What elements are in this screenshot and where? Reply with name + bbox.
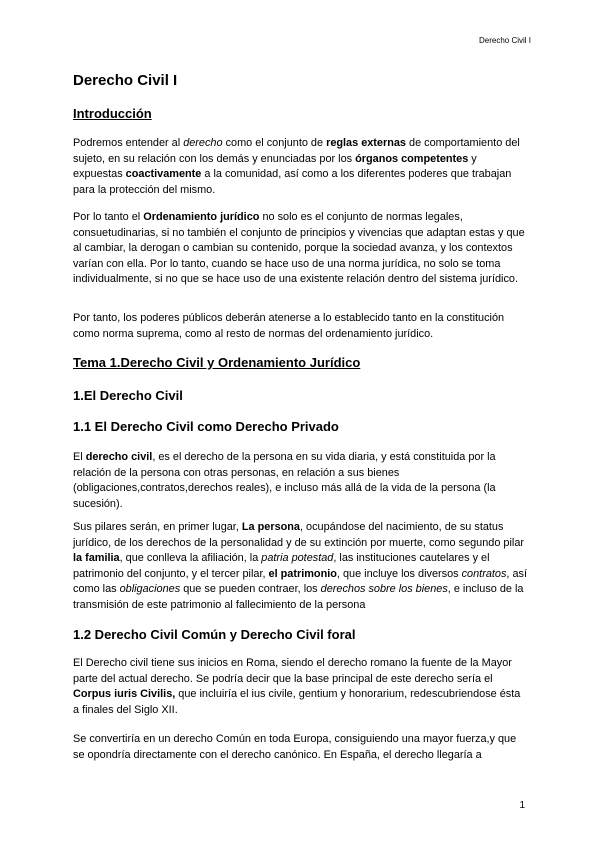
section-heading-1: 1.El Derecho Civil	[73, 388, 183, 403]
paragraph-pilares: Sus pilares serán, en primer lugar, La persona, ocupándose del nacimiento, de su status jurídico, de los derechos de la personalidad y de su extinción por muerte, como segundo pilar la familia, que conlleva la afiliación, la patria potestad, las instituciones cautelares y el patrimonio del conjunto, y el tercer pilar, el patrimonio, que incluye los diversos contratos, así como las obligaciones que se pueden contraer, los derechos sobre los bienes, e incluso de la transmisión de este patrimonio al fallecimiento de la persona	[73, 521, 527, 611]
tema-heading: Tema 1.Derecho Civil y Ordenamiento Jurídico	[73, 355, 361, 370]
paragraph-derecho-civil: El derecho civil, es el derecho de la persona en su vida diaria, y está constituida por la relación de la persona con otras personas, en relación a sus bienes (obligaciones,contratos,derechos reales), e incluso más allá de la vida de la persona (la sucesión).	[73, 451, 496, 510]
paragraph-intro-2: Por lo tanto el Ordenamiento jurídico no solo es el conjunto de normas legales, consuetudinarias, si no también el conjunto de principios y vivencias que adaptan estas y que al cambiar, la derogan o cambian su contenido, porque la sociedad avanza, y los contextos varían con ella. Por lo tanto, cuando se hace uso de una norma jurídica, no solo se toma individualmente, si no que se hace uso de una existente relación dentro del sistema jurídico.	[73, 211, 525, 285]
paragraph-derecho-comun: Se convertiría en un derecho Común en toda Europa, consiguiendo una mayor fuerza,y que se opondría directamente con el derecho canónico. En España, el derecho llegaría a	[73, 733, 517, 761]
intro-heading: Introducción	[73, 106, 152, 121]
section-heading-1-2: 1.2 Derecho Civil Común y Derecho Civil foral	[73, 627, 356, 642]
page-number: 1	[519, 800, 525, 811]
paragraph-intro-1: Podremos entender al derecho como el conjunto de reglas externas de comportamiento del sujeto, en su relación con los demás y enunciadas por los órganos competentes y expuestas coactivamente a la comunidad, así como a los diferentes poderes que trabajan para la protección del mismo.	[73, 137, 520, 196]
paragraph-origenes: El Derecho civil tiene sus inicios en Roma, siendo el derecho romano la fuente de la Mayor parte del actual derecho. Se podría decir que la base principal de este derecho sería el Corpus iuris Civilis, que incluiría el ius civile, gentium y honorarium, redescubriendose ésta a finales del Siglo XII.	[73, 657, 521, 716]
section-heading-1-1: 1.1 El Derecho Civil como Derecho Privado	[73, 419, 339, 434]
document-title: Derecho Civil I	[73, 72, 178, 89]
paragraph-intro-3: Por tanto, los poderes públicos deberán atenerse a lo establecido tanto en la constitución como norma suprema, como al resto de normas del ordenamiento jurídico.	[73, 312, 505, 340]
running-header: Derecho Civil I	[478, 36, 531, 45]
